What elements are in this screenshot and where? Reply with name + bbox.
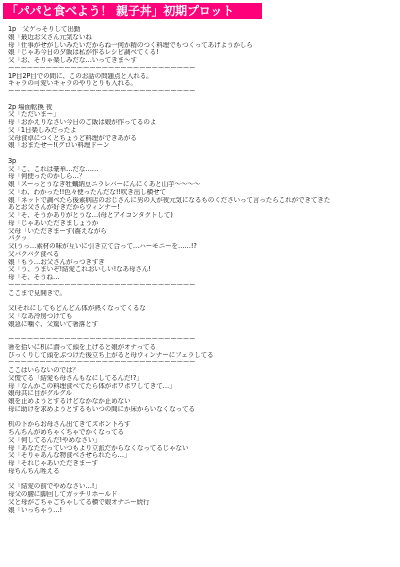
text-line: 父母食卓につくとちょうど料理ができあがる — [8, 134, 137, 142]
text-line: 父「そ、そうかありがとうな…(母とアイコンタクトして) — [8, 212, 173, 219]
text-line: 父慌てる「結愛も母さんもなにしてるんだ!?」 — [8, 374, 143, 382]
text-line: 父「何してるんだ!やめなさい」 — [8, 436, 101, 444]
text-line: 父「そりゃあんな物食べさせられたら…」 — [8, 452, 131, 460]
text-line: 父「ただいまー」 — [8, 111, 60, 119]
section-7 — [8, 483, 396, 514]
text-line: 父「結愛の前でやめなさい…!」 — [8, 483, 101, 491]
text-line: 父「う、うまいぞ!結愛これおいしい!なあ母さん! — [8, 266, 151, 274]
text-line: あとお父さんが好きだからウィンナー! — [8, 204, 120, 212]
text-line: 父バクバク食べる — [8, 250, 60, 258]
text-line: 机の下からお母さん出てきてズボン下ろす — [8, 421, 131, 429]
text-line: 母「おかえりなさい今日のご飯は娘が作ってるのよ — [8, 119, 157, 126]
text-line: パクッ — [8, 235, 28, 243]
section-2 — [8, 104, 396, 151]
text-line: 娘「いっちゃう…! — [8, 506, 63, 514]
spacer — [8, 328, 396, 336]
section-3 — [8, 158, 396, 298]
text-line: 箸を拾いに机に潜って頭を上げると娘がオナってる — [8, 343, 156, 351]
text-line: 3p — [8, 157, 17, 165]
spacer — [8, 96, 396, 104]
separator-line: ーーーーーーーーーーーーーーーーーーーーーーーーーーーーーー — [8, 281, 196, 289]
text-line: 父(それにしてもどんどん体が熱くなってくるな — [8, 305, 146, 312]
separator-line: ーーーーーーーーーーーーーーーーーーーーーーーーーーーーーー — [8, 336, 196, 343]
section-1 — [8, 26, 396, 96]
section-5 — [8, 336, 396, 414]
spacer — [8, 150, 396, 158]
text-line: 娘「最近お父さん元気ないね — [8, 33, 92, 41]
spacer — [8, 476, 396, 484]
section-4 — [8, 305, 396, 328]
text-line: 母「じゃあいただきましょうか — [8, 219, 99, 227]
text-line: 娘「スーっとうなぎ牡蠣納豆ニラレバーにんにくあと山芋～～～～ — [8, 181, 201, 188]
text-line: 1P目2P目での間に、このお話の問題点と入れる。 — [8, 72, 153, 80]
text-line: 母「何使ったのかしら…？ — [8, 173, 86, 181]
text-line: 父と母がごちゃごちゃしてる横で娘オナニー続行 — [8, 498, 150, 506]
document-title: 「パパと食べよう！ 親子丼」初期プロット — [3, 3, 262, 19]
text-line: 父母「いただきまーす(震えながら — [8, 227, 107, 235]
text-line: 父「お、そりゃ楽しみだな…いってきま～す — [8, 57, 137, 64]
spacer — [8, 414, 396, 422]
separator-line: ーーーーーーーーーーーーーーーーーーーーーーーーーーーーーー — [8, 359, 196, 367]
text-line: 母「あなただっていつもより立派だからなくなってるじゃない — [8, 444, 189, 452]
text-line: 母「そ、そうね… — [8, 274, 60, 281]
plot-body — [8, 26, 396, 514]
text-line: 母に助けを求めようとするもいつの間にか床からいなくなってる — [8, 405, 195, 413]
text-line: 娘「じゃあ今日の夕飯は私が作るレシピ調べてくる! — [8, 49, 159, 57]
text-line: 母ちんちん咥える — [8, 467, 60, 475]
text-line: ここまで見開きで。 — [8, 289, 66, 297]
text-line: 父「わ、わかった!!色々使ったんだな!!吹き出し横せて — [8, 188, 166, 196]
text-line: びっくりして頭をぶつけた後立ち上がると母ウィンナーにフェラしてる — [8, 351, 214, 359]
text-line: 母「なんかこの料理食べてたら体がポワポワしてきて…」 — [8, 382, 176, 390]
text-line: 娘母共に目がグルグル — [8, 390, 72, 398]
text-line: 父「なあ冷房つけても — [8, 312, 73, 320]
text-line: ちんちんがめちゃくちゃでかくなってる — [8, 429, 124, 436]
text-line: 母父の腰に脚回してガッチリホールド — [8, 491, 118, 498]
text-line: 母「仕事がせがしいみたいだからね一何か精のつく料理でもつくってあげようかしら — [8, 41, 253, 49]
separator-line: ーーーーーーーーーーーーーーーーーーーーーーーーーーーーーー — [8, 64, 196, 72]
text-line: 父「1日楽しみだったよ — [8, 126, 77, 134]
text-line: 娘急に噛ぐ、父驚いて箸落とす — [8, 320, 99, 328]
spacer — [8, 297, 396, 305]
text-line: 娘「おまたせー!(グロい料理ドーン — [8, 142, 110, 150]
text-line: 父「こ、これは豪華…だな…… — [8, 165, 99, 173]
text-line: 1p 父ゲっそりして出勤 — [8, 26, 81, 33]
text-line: キャラの可愛いキャラのやりとりも入れる。 — [8, 80, 137, 88]
separator-line: ーーーーーーーーーーーーーーーーーーーーーーーーーーーーーー — [8, 88, 196, 95]
text-line: 父(うっ…素材の味が互いに引き立て合って…ハーモニーを……!? — [8, 243, 197, 250]
section-6 — [8, 421, 396, 475]
text-line: 娘「ネットで調べたら後素病店のおじさんに男の人が夜元気になるものくださいって言ったらこれができてきた — [8, 196, 331, 204]
text-line: 2p 場面転換 夜 — [8, 103, 53, 111]
text-line: 母「それじゃあいただきまーす — [8, 460, 98, 467]
text-line: 娘「もう…お父さんがっつきすぎ — [8, 258, 105, 266]
text-line: 娘を止めようとするけどなかなか止めない — [8, 398, 131, 405]
text-line: ここはいらないのでは？ — [8, 367, 79, 374]
